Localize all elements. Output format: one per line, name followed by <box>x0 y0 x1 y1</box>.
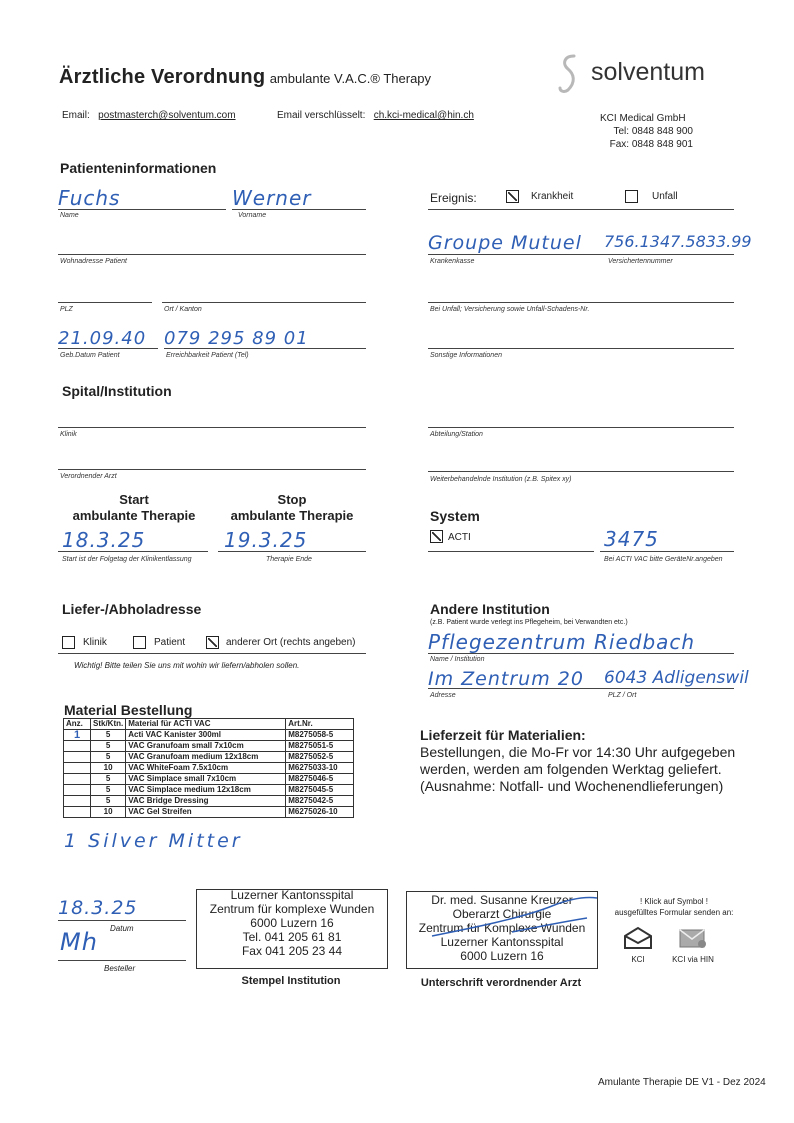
title-sub: ambulante V.A.C.® Therapy <box>269 71 432 86</box>
andere-plz-label: PLZ / Ort <box>608 692 637 699</box>
material-anz-cell[interactable] <box>64 785 91 796</box>
material-art-cell: M8275051-5 <box>286 741 354 752</box>
material-extra-value[interactable]: 1 Silver Mitter <box>64 830 243 852</box>
material-stk-cell: 10 <box>91 807 126 818</box>
material-art-cell: M8275042-5 <box>286 796 354 807</box>
patient-vorname-label: Vorname <box>238 212 267 219</box>
send-hint: ! Klick auf Symbol ! ausgefülltes Formular senden an: <box>614 897 734 917</box>
patient-geb-value[interactable]: 21.09.40 <box>58 328 147 349</box>
unfall-info-label: Bei Unfall; Versicherung sowie Unfall-Schadens-Nr. <box>430 306 590 313</box>
acti-label: ACTI <box>448 532 471 543</box>
secure-mail-icon <box>678 926 708 950</box>
start-note: Start ist der Folgetag der Klinikentlassung <box>62 556 192 563</box>
company-name: KCI Medical GmbH <box>600 113 686 124</box>
andere-note: (z.B. Patient wurde verlegt ins Pflegeheim, bei Verwandten etc.) <box>430 619 628 626</box>
email-link[interactable]: postmasterch@solventum.com <box>98 110 236 121</box>
geraet-note: Bei ACTI VAC bitte GeräteNr.angeben <box>604 556 723 563</box>
material-stk-cell: 5 <box>91 730 126 741</box>
material-stk-cell: 5 <box>91 741 126 752</box>
system-section-title: System <box>430 508 480 524</box>
kasse-label: Krankenkasse <box>430 258 475 265</box>
material-anz-cell[interactable] <box>64 774 91 785</box>
lieferzeit-block <box>420 727 735 795</box>
material-art-cell: M8275052-5 <box>286 752 354 763</box>
kci-hin-label: KCI via HIN <box>672 955 714 964</box>
stop-note: Therapie Ende <box>266 556 312 563</box>
kasse-value[interactable]: Groupe Mutuel <box>428 232 582 254</box>
table-row <box>64 785 354 796</box>
table-row <box>64 763 354 774</box>
patient-name-value[interactable]: Fuchs <box>58 186 121 210</box>
andere-name-label: Name / Institution <box>430 656 485 663</box>
andere-section-title: Andere Institution <box>430 601 550 617</box>
material-art-cell: M6275026-10 <box>286 807 354 818</box>
material-name-cell: VAC Simplace medium 12x18cm <box>126 785 286 796</box>
material-art-cell: M8275045-5 <box>286 785 354 796</box>
datum-label: Datum <box>110 924 134 933</box>
email-label: Email: <box>62 110 90 121</box>
title-main: Ärztliche Verordnung <box>59 66 266 88</box>
patient-geb-label: Geb.Datum Patient <box>60 352 120 359</box>
liefer-anderer-checkbox[interactable] <box>206 636 219 649</box>
email-enc-label: Email verschlüsselt: <box>277 110 366 121</box>
liefer-hinweis: Wichtig! Bitte teilen Sie uns mit wohin wir liefern/abholen sollen. <box>74 661 300 670</box>
material-section-title: Material Bestellung <box>64 702 193 718</box>
liefer-anderer-label: anderer Ort (rechts angeben) <box>226 637 356 648</box>
liefer-section-title: Liefer-/Abholadresse <box>62 601 202 617</box>
brand-name: solventum <box>591 58 705 86</box>
institution-stamp: Luzerner Kantonsspital Zentrum für komplexe Wunden 6000 Luzern 16 Tel. 041 205 61 81 Fax 041 205 23 44 <box>196 889 388 969</box>
material-anz-cell[interactable]: 1 <box>64 730 91 741</box>
material-name-cell: VAC Bridge Dressing <box>126 796 286 807</box>
besteller-signature[interactable]: Mh <box>60 928 98 956</box>
brand-logo <box>555 52 725 96</box>
solventum-logo-icon <box>555 52 583 96</box>
material-art-cell: M8275058-5 <box>286 730 354 741</box>
material-art-cell: M6275033-10 <box>286 763 354 774</box>
datum-value[interactable]: 18.3.25 <box>58 897 138 919</box>
weiter-label: Weiterbehandelnde Institution (z.B. Spitex xy) <box>430 476 572 483</box>
andere-name-value[interactable]: Pflegezentrum Riedbach <box>428 630 696 654</box>
klinik-label: Klinik <box>60 431 77 438</box>
patient-section-title: Patienteninformationen <box>60 160 217 176</box>
stamp-institution-label: Stempel Institution <box>241 975 341 987</box>
liefer-klinik-label: Klinik <box>83 637 107 648</box>
abteilung-label: Abteilung/Station <box>430 431 483 438</box>
email-enc-link[interactable]: ch.kci-medical@hin.ch <box>373 110 474 121</box>
patient-tel-value[interactable]: 079 295 89 01 <box>164 328 309 349</box>
table-row <box>64 752 354 763</box>
versnr-value[interactable]: 756.1347.5833.99 <box>604 232 752 251</box>
liefer-patient-label: Patient <box>154 637 186 648</box>
material-name-cell: VAC Simplace small 7x10cm <box>126 774 286 785</box>
table-row <box>64 741 354 752</box>
geraet-value[interactable]: 3475 <box>604 527 659 551</box>
lieferzeit-line-2: werden, werden am folgenden Werktag geliefert. <box>420 761 722 777</box>
material-anz-cell[interactable] <box>64 807 91 818</box>
andere-plz-value[interactable]: 6043 Adligenswil <box>604 668 749 688</box>
unfall-checkbox[interactable] <box>625 190 638 203</box>
table-row <box>64 807 354 818</box>
stop-heading: Stop ambulante Therapie <box>230 492 354 523</box>
company-block <box>600 112 693 151</box>
email-enc-row <box>277 110 474 121</box>
versnr-label: Versichertennummer <box>608 258 673 265</box>
event-label: Ereignis: <box>430 191 477 205</box>
material-anz-cell[interactable] <box>64 763 91 774</box>
material-stk-cell: 10 <box>91 763 126 774</box>
material-name-cell: Acti VAC Kanister 300ml <box>126 730 286 741</box>
material-stk-cell: 5 <box>91 785 126 796</box>
start-date-value[interactable]: 18.3.25 <box>62 528 146 552</box>
form-version: Amulante Therapie DE V1 - Dez 2024 <box>598 1077 766 1088</box>
material-anz-cell[interactable] <box>64 741 91 752</box>
lieferzeit-line-3: (Ausnahme: Notfall- und Wochenendlieferungen) <box>420 778 724 794</box>
patient-ort-label: Ort / Kanton <box>164 306 202 313</box>
sonstige-label: Sonstige Informationen <box>430 352 502 359</box>
company-tel: Tel: 0848 848 900 <box>613 126 693 137</box>
patient-name-label: Name <box>60 212 79 219</box>
material-anz-cell[interactable] <box>64 796 91 807</box>
lieferzeit-line-1: Bestellungen, die Mo-Fr vor 14:30 Uhr aufgegeben <box>420 744 736 760</box>
material-name-cell: VAC Granufoam small 7x10cm <box>126 741 286 752</box>
doctor-signature-icon <box>412 888 612 958</box>
material-table <box>63 718 354 818</box>
material-stk-cell: 5 <box>91 752 126 763</box>
material-stk-cell: 5 <box>91 796 126 807</box>
send-kci-hin-button[interactable] <box>668 926 718 964</box>
doctor-stamp: Dr. med. Susanne Kreuzer Oberarzt Chirurgie Zentrum für Komplexe Wunden Luzerner Kantonsspital 6000 Luzern 16 <box>406 891 598 969</box>
stop-date-value[interactable]: 19.3.25 <box>224 528 308 552</box>
besteller-label: Besteller <box>104 964 136 973</box>
material-name-cell: VAC Gel Streifen <box>126 807 286 818</box>
company-fax: Fax: 0848 848 901 <box>609 139 693 150</box>
table-row <box>64 796 354 807</box>
arzt-label: Verordnender Arzt <box>60 473 117 480</box>
table-row <box>64 774 354 785</box>
email-row <box>62 110 236 121</box>
kci-label: KCI <box>631 955 645 964</box>
material-name-cell: VAC Granufoam medium 12x18cm <box>126 752 286 763</box>
patient-plz-label: PLZ <box>60 306 73 313</box>
material-anz-cell[interactable] <box>64 752 91 763</box>
envelope-icon <box>623 926 653 950</box>
stamp-doctor-label: Unterschrift verordnender Arzt <box>420 977 582 989</box>
material-art-cell: M8275046-5 <box>286 774 354 785</box>
krankheit-checkbox[interactable] <box>506 190 519 203</box>
patient-vorname-value[interactable]: Werner <box>232 186 312 210</box>
andere-adresse-label: Adresse <box>430 692 456 699</box>
unfall-label: Unfall <box>652 191 678 202</box>
form-title <box>59 66 431 89</box>
material-stk-cell: 5 <box>91 774 126 785</box>
liefer-patient-checkbox[interactable] <box>133 636 146 649</box>
acti-checkbox[interactable] <box>430 530 443 543</box>
patient-address-label: Wohnadresse Patient <box>60 258 127 265</box>
send-kci-button[interactable] <box>620 926 656 964</box>
start-heading: Start ambulante Therapie <box>72 492 196 523</box>
krankheit-label: Krankheit <box>531 191 574 202</box>
andere-adresse-value[interactable]: Im Zentrum 20 <box>428 668 584 690</box>
table-row <box>64 730 354 741</box>
lieferzeit-title: Lieferzeit für Materialien: <box>420 727 586 743</box>
material-name-cell: VAC WhiteFoam 7.5x10cm <box>126 763 286 774</box>
patient-tel-label: Erreichbarkeit Patient (Tel) <box>166 352 249 359</box>
spital-section-title: Spital/Institution <box>62 383 172 399</box>
material-header-row: Anz. Stk/Ktn. Material für ACTI VAC Art.Nr. <box>64 719 354 730</box>
liefer-klinik-checkbox[interactable] <box>62 636 75 649</box>
